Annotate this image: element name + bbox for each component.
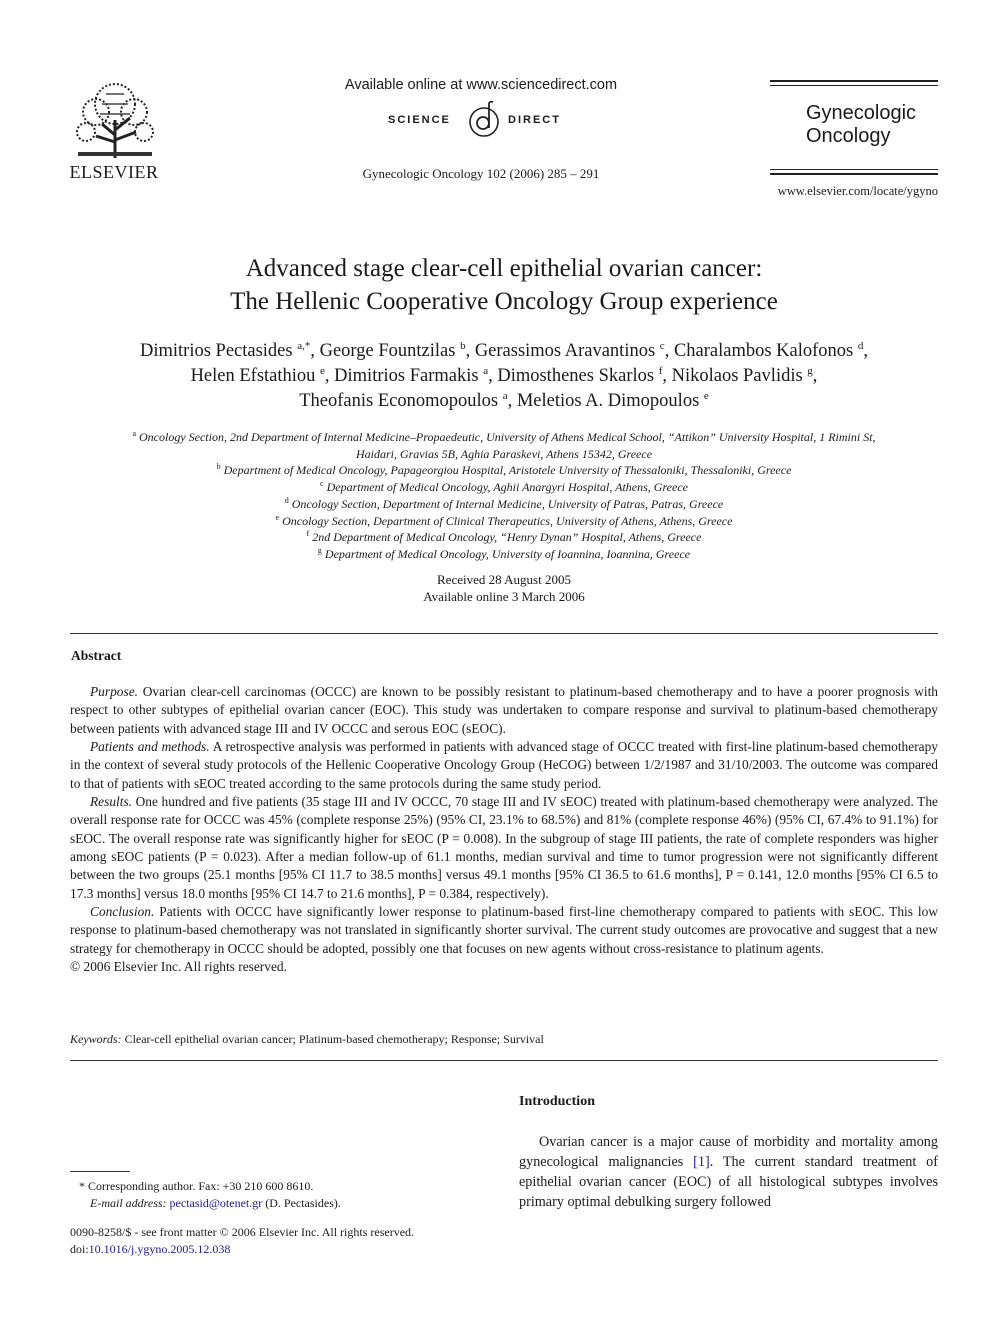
- footnote-line-2: [70, 1195, 490, 1212]
- affiliation-text: 2nd Department of Medical Oncology, “Henry Dynan” Hospital, Athens, Greece: [312, 530, 702, 545]
- affiliation-text: Oncology Section, Department of Clinical Therapeutics, University of Athens, Athens, Greece: [282, 513, 733, 528]
- author-affil-mark[interactable]: f: [658, 364, 663, 377]
- author-separator: ,: [863, 341, 868, 361]
- affiliation-item: [70, 496, 938, 513]
- affiliation-item: [70, 529, 938, 546]
- author-name: Gerassimos Aravantinos: [474, 341, 656, 361]
- author-separator: ,: [664, 341, 674, 361]
- affiliation-mark: b: [216, 462, 221, 472]
- author-affil-mark[interactable]: c: [659, 339, 665, 352]
- article-title: [70, 252, 938, 318]
- author-separator: ,: [465, 341, 475, 361]
- author-separator: ,: [662, 366, 672, 386]
- abstract-body: [70, 683, 938, 977]
- email-label: E-mail address:: [90, 1196, 167, 1210]
- journal-url-link[interactable]: www.elsevier.com/locate/ygyno: [777, 184, 938, 198]
- sciencedirect-left-text: SCIENCE: [388, 114, 451, 126]
- affiliation-list: [70, 429, 938, 563]
- author-separator: ,: [507, 391, 517, 411]
- footnote-star: *: [79, 1179, 85, 1193]
- affiliation-item: [70, 479, 938, 496]
- issn-line: 0090-8258/$ - see front matter © 2006 Elsevier Inc. All rights reserved.: [70, 1225, 415, 1239]
- abstract-results-text: One hundred and five patients (35 stage III and IV OCCC, 70 stage III and IV sEOC) treated with platinum-based chemotherapy were analyzed. The overall response rate for OCCC was 45% (complete response 25%) (95% CI, 23.1% to 68.5%) and 81% (complete response 46%) (95% CI, 67.4% to 91.1%) for sEOC. The overall response rate was significantly higher for sEOC (P = 0.008). In the subgroup of stage III patients, the rate of complete responders was higher among sEOC patients (P = 0.023). After a median follow-up of 61.1 months, median survival and time to tumor progression were not significantly different between the two groups (25.1 months [95% CI 11.7 to 38.5 months] versus 49.1 months [95% CI 36.5 to 61.6 months], P = 0.141, 12.0 months [95% CI 6.5 to 17.3 months] versus 18.0 months [95% CI 14.7 to 21.6 months], P = 0.384, respectively).: [70, 794, 938, 901]
- abstract-copyright: © 2006 Elsevier Inc. All rights reserved.: [70, 959, 287, 975]
- affiliation-item: [70, 462, 938, 479]
- section-divider: [70, 633, 938, 634]
- elsevier-logo: [68, 80, 160, 184]
- keywords: [70, 1032, 938, 1047]
- affiliation-text: Department of Medical Oncology, University of Ioannina, Ioannina, Greece: [324, 546, 691, 561]
- abstract-conclusion: [70, 903, 938, 958]
- intro-text-before: Ovarian cancer is a major cause of morbidity and mortality among gynecological malignancies: [519, 1134, 938, 1171]
- masthead-rule: [770, 85, 938, 86]
- author-list: [70, 339, 938, 414]
- abstract-results: [70, 793, 938, 903]
- author-affil-mark[interactable]: b: [460, 339, 466, 352]
- masthead-rule: [770, 173, 938, 175]
- author-line-2: [70, 364, 938, 389]
- email-link[interactable]: pectasid@otenet.gr: [169, 1196, 263, 1210]
- author-name: Helen Efstathiou: [190, 366, 316, 386]
- elsevier-wordmark: ELSEVIER: [69, 162, 159, 182]
- affiliation-mark: d: [284, 495, 289, 505]
- abstract-purpose-label: Purpose.: [90, 684, 138, 699]
- title-line-1: Advanced stage clear-cell epithelial ovarian cancer:: [245, 255, 763, 282]
- abstract-methods-label: Patients and methods.: [90, 739, 210, 755]
- sciencedirect-logo: [330, 100, 632, 138]
- author-separator: ,: [812, 366, 818, 386]
- author-affil-mark[interactable]: g: [807, 364, 813, 377]
- introduction-paragraph: [519, 1132, 938, 1212]
- author-affil-mark[interactable]: a: [502, 389, 508, 402]
- sciencedirect-right-text: DIRECT: [508, 114, 561, 126]
- sciencedirect-d-icon: [464, 100, 504, 138]
- affiliation-text: Oncology Section, Department of Internal Medicine, University of Patras, Patras, Greece: [291, 496, 724, 511]
- affiliation-text: Department of Medical Oncology, Papageorgiou Hospital, Aristotele University of Thessaloniki, Thessaloniki, Greece: [223, 463, 792, 478]
- elsevier-tree-icon: [72, 80, 158, 160]
- affiliation-mark: c: [320, 479, 324, 489]
- journal-name-line2: Oncology: [806, 125, 891, 147]
- footnote-corresponding: Corresponding author. Fax: +30 210 600 8610.: [85, 1179, 314, 1193]
- masthead-rule: [770, 169, 938, 170]
- intro-text-after: . The current standard treatment of epithelial ovarian cancer (EOC) of all histological subtypes involves primary optimal debulking surgery followed: [519, 1154, 938, 1211]
- abstract-methods: [70, 738, 938, 793]
- affiliation-mark: f: [306, 529, 310, 539]
- corresponding-author-footnote: [70, 1178, 490, 1212]
- front-matter: [70, 1224, 490, 1258]
- footnote-line-1: [70, 1178, 490, 1195]
- affiliation-mark: e: [275, 512, 280, 522]
- author-affil-mark[interactable]: e: [320, 364, 325, 377]
- author-name: Meletios A. Dimopoulos: [516, 391, 700, 411]
- affiliation-item: [70, 429, 938, 446]
- author-separator: ,: [324, 366, 335, 386]
- affiliation-item: [70, 513, 938, 530]
- abstract-heading: Abstract: [71, 648, 122, 663]
- abstract-purpose-text: Ovarian clear-cell carcinomas (OCCC) are known to be possibly resistant to platinum-based chemotherapy and to have a poorer prognosis with respect to other subtypes of epithelial ovarian cancer (EOC). This study was undertaken to compare response and survival to platinum-based chemotherapy between patients with advanced stage III and IV OCCC and serous EOC (sEOC).: [70, 684, 938, 736]
- email-after: (D. Pectasides).: [262, 1196, 341, 1210]
- author-name: Nikolaos Pavlidis: [671, 366, 803, 386]
- doi-label: doi:: [70, 1242, 89, 1256]
- journal-name: [806, 102, 916, 148]
- abstract-methods-text: A retrospective analysis was performed in patients with advanced stage of OCCC treated with first-line platinum-based chemotherapy in the context of several study protocols of the Hellenic Cooperative Oncology Group (HeCOG) between 1/2/1987 and 31/10/2003. The outcome was compared to that of patients with sEOC treated according to the same protocols during the same study period.: [70, 739, 938, 791]
- section-divider: [70, 1060, 938, 1061]
- author-line-3: [70, 389, 938, 414]
- author-affil-mark[interactable]: d: [857, 339, 864, 352]
- abstract-purpose: [70, 683, 938, 738]
- abstract-conclusion-label: Conclusion.: [90, 904, 155, 920]
- abstract-results-label: Results.: [90, 794, 133, 810]
- keywords-label: Keywords:: [70, 1032, 122, 1046]
- author-line-1: [70, 339, 938, 364]
- journal-citation: Gynecologic Oncology 102 (2006) 285 – 291: [362, 166, 600, 181]
- author-name: Dimosthenes Skarlos: [497, 366, 655, 386]
- affiliation-item: [70, 546, 938, 563]
- available-online-link[interactable]: Available online at www.sciencedirect.com: [344, 77, 618, 93]
- received-date: Received 28 August 2005: [437, 572, 571, 587]
- affiliation-text: Oncology Section, 2nd Department of Internal Medicine–Propaedeutic, University of Athens Medical School, “Attikon” University Hospital, 1 Rimini St,: [139, 430, 876, 444]
- affiliation-mark: a: [132, 429, 136, 438]
- keywords-text: Clear-cell epithelial ovarian cancer; Platinum-based chemotherapy; Response; Survival: [121, 1032, 544, 1046]
- doi-link[interactable]: 10.1016/j.ygyno.2005.12.038: [88, 1242, 231, 1256]
- affiliation-item-continued: Haidari, Gravias 5B, Aghia Paraskevi, Athens 15342, Greece: [355, 446, 653, 461]
- reference-link[interactable]: [1]: [693, 1154, 710, 1171]
- available-date: Available online 3 March 2006: [423, 589, 585, 604]
- author-name: George Fountzilas: [319, 341, 456, 361]
- journal-name-line1: Gynecologic: [806, 102, 917, 124]
- author-name: Theofanis Economopoulos: [299, 391, 499, 411]
- author-name: Dimitrios Farmakis: [334, 366, 479, 386]
- doi-line: [70, 1241, 490, 1258]
- affiliation-mark: g: [317, 545, 322, 555]
- footnote-rule: [70, 1171, 130, 1172]
- author-separator: ,: [488, 366, 498, 386]
- author-name: Charalambos Kalofonos: [673, 341, 854, 361]
- affiliation-text: Department of Medical Oncology, Aghii Anargyri Hospital, Athens, Greece: [326, 480, 688, 495]
- author-separator: ,: [310, 341, 320, 361]
- author-affil-mark[interactable]: a,*: [297, 339, 311, 352]
- author-name: Dimitrios Pectasides: [139, 341, 293, 361]
- introduction-heading: Introduction: [519, 1094, 595, 1109]
- title-line-2: The Hellenic Cooperative Oncology Group experience: [230, 288, 778, 315]
- abstract-conclusion-text: Patients with OCCC have significantly lower response to platinum-based first-line chemotherapy compared to patients with sEOC. This low response to platinum-based chemotherapy was not translated in significantly shorter survival. The current study outcomes are provocative and suggest that a new strategy for chemotherapy in OCCC should be adopted, possibly one that focuses on new agents without cross-resistance to platinum agents.: [70, 904, 938, 956]
- author-affil-mark[interactable]: a: [483, 364, 489, 377]
- article-dates: [70, 571, 938, 605]
- journal-masthead: [770, 80, 938, 176]
- author-affil-mark[interactable]: e: [703, 389, 709, 402]
- masthead-rule: [770, 80, 938, 82]
